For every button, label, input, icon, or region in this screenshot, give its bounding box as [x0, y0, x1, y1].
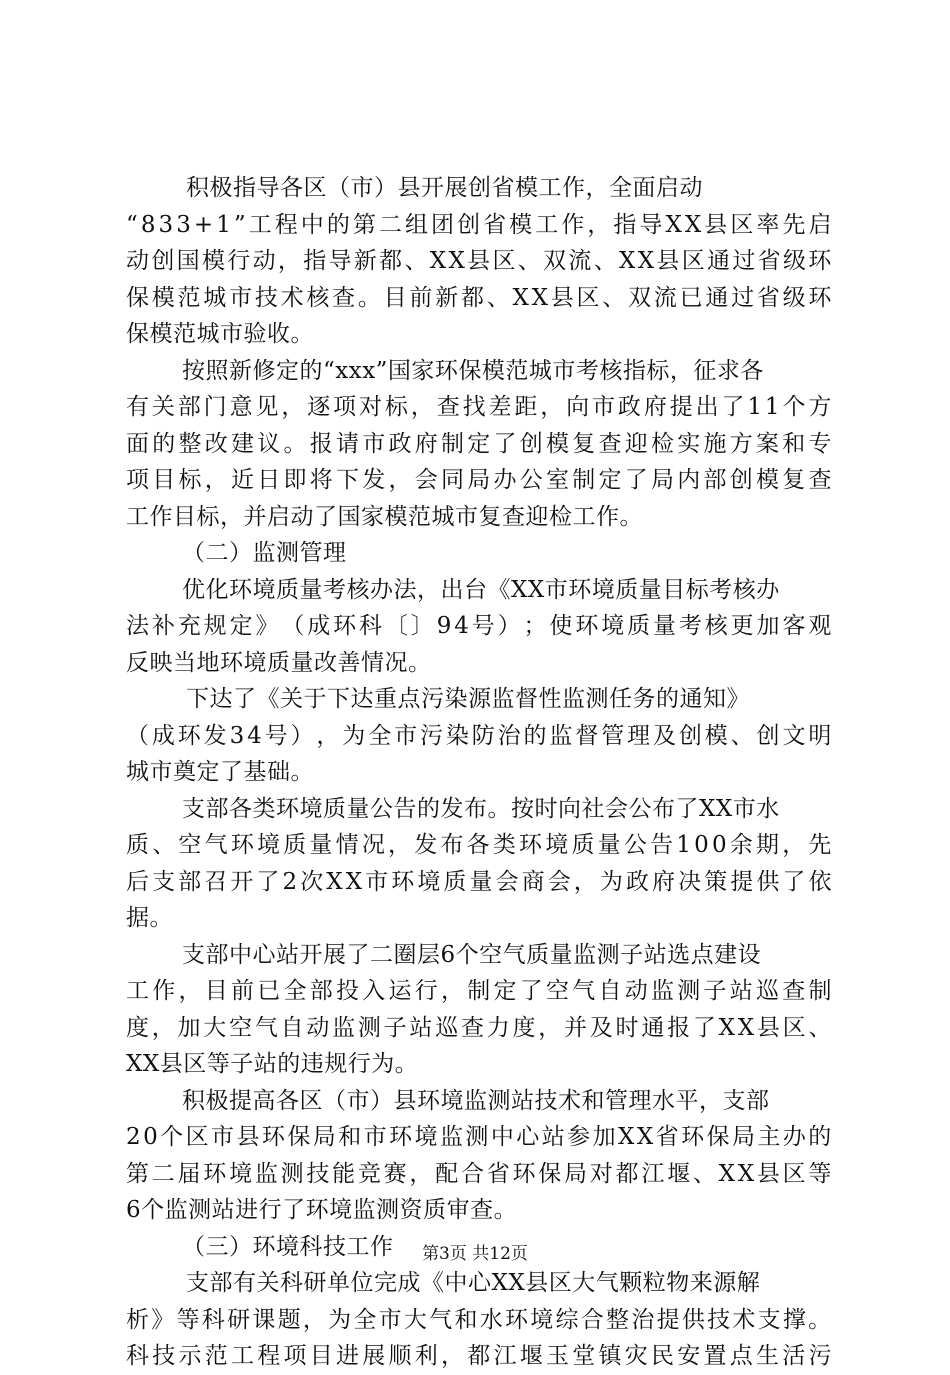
document-body: [126, 170, 832, 1375]
text-line: 项 目 标 ， 近 日 即 将 下 发 ， 会 同 局 办 公 室 制 定 了 局 内 部 创 模 复 查: [126, 467, 832, 493]
text-line: （ 成 环 发 3 4 号 ） ， 为 全 市 污 染 防 治 的 监 督 管 理 及 创 模 、 创 文 明: [126, 722, 832, 749]
text-line: 保模范城市验收。: [126, 321, 314, 347]
text-line: 支部各类环境质量公告的发布。按时向社会公布了XX市水: [182, 795, 780, 822]
text-line: 工 作 ， 目 前 已 全 部 投 入 运 行 ， 制 定 了 空 气 自 动 监 测 子 站 巡 查 制: [126, 978, 832, 1004]
text-line: 按照新修定的“xxx”国家环保模范城市考核指标，征求各: [182, 357, 764, 384]
text-line: 有 关 部 门 意 见 ， 逐 项 对 标 ， 查 找 差 距 ， 向 市 政 府 提 出 了 1 1 个 方: [126, 394, 832, 420]
text-line: 2 0 个 区 市 县 环 保 局 和 市 环 境 监 测 中 心 站 参 加 X X 省 环 保 局 主 办 的: [126, 1124, 832, 1150]
text-line: 面 的 整 改 建 议 。 报 请 市 政 府 制 定 了 创 模 复 查 迎 检 实 施 方 案 和 专: [126, 430, 832, 457]
text-line: 支部有关科研单位完成《中心XX县区大气颗粒物来源解: [186, 1270, 761, 1296]
text-line: 度 ， 加 大 空 气 自 动 监 测 子 站 巡 查 力 度 ， 并 及 时 通 报 了 X X 县 区 、: [126, 1014, 832, 1041]
text-line: 积极指导各区（市）县开展创省模工作，全面启动: [186, 175, 703, 201]
text-line: XX县区等子站的违规行为。: [126, 1051, 419, 1077]
text-line: 析 》 等 科 研 课 题 ， 为 全 市 大 气 和 水 环 境 综 合 整 治 提 供 技 术 支 撑 。: [126, 1306, 832, 1333]
text-line: 优化环境质量考核办法，出台《XX市环境质量目标考核办: [182, 576, 780, 603]
text-line: 积极提高各区（市）县环境监测站技术和管理水平，支部: [182, 1087, 770, 1114]
text-line: 法 补 充 规 定 》 （ 成 环 科 〔 〕 9 4 号 ） ； 使 环 境 质 量 考 核 更 加 客 观: [126, 613, 832, 639]
text-line: 6个监测站进行了环境监测资质审查。: [126, 1197, 518, 1223]
text-line: 后 支 部 召 开 了 2 次 X X 市 环 境 质 量 会 商 会 ， 为 政 府 决 策 提 供 了 依: [126, 868, 832, 895]
section-heading: （三）环境科技工作: [182, 1233, 394, 1260]
text-line: 下达了《关于下达重点污染源监督性监测任务的通知》: [186, 686, 750, 712]
text-line: 城市奠定了基础。: [126, 759, 314, 785]
text-line: 动 创 国 模 行 动 ， 指 导 新 都 、 X X 县 区 、 双 流 、 X X 县 区 通 过 省 级 环: [126, 248, 832, 274]
text-line: 反映当地环境质量改善情况。: [126, 649, 432, 676]
text-line: 据。: [126, 905, 173, 931]
section-heading: （二）监测管理: [182, 540, 347, 566]
text-line: 支部中心站开展了二圈层6个空气质量监测子站选点建设: [182, 941, 762, 968]
text-line: 质 、 空 气 环 境 质 量 情 况 ， 发 布 各 类 环 境 质 量 公 告 1 0 0 余 期 ， 先: [126, 832, 832, 858]
text-line: 科 技 示 范 工 程 项 目 进 展 顺 利 ， 都 江 堰 玉 堂 镇 灾 民 安 置 点 生 活 污: [126, 1343, 832, 1369]
text-line: 第 二 届 环 境 监 测 技 能 竞 赛 ， 配 合 省 环 保 局 对 都 江 堰 、 X X 县 区 等: [126, 1160, 832, 1187]
text-line: 工作目标，并启动了国家模范城市复查迎检工作。: [126, 503, 643, 530]
text-line: 保 模 范 城 市 技 术 核 查 。 目 前 新 都 、 X X 县 区 、 双 流 已 通 过 省 级 环: [126, 284, 832, 311]
page-number-footer: 第3页 共12页: [422, 1244, 528, 1264]
text-line: “ 8 3 3 + 1 ” 工 程 中 的 第 二 组 团 创 省 模 工 作 ， 指 导 X X 县 区 率 先 启: [126, 211, 832, 238]
